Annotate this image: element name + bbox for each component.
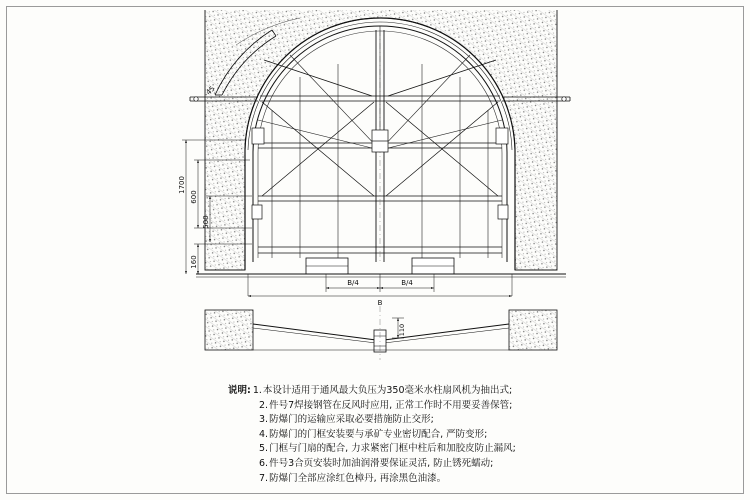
note-number: 6. — [259, 457, 269, 469]
note-text: 防爆门的运输应采取必要措施防止交形; — [269, 414, 434, 426]
note-number: 7. — [259, 472, 269, 484]
svg-text:110: 110 — [398, 323, 406, 337]
note-text: 防爆门全部应涂红色樟丹, 再涂黑色油漆。 — [269, 472, 447, 484]
note-number: 2. — [259, 399, 269, 411]
svg-text:500: 500 — [202, 215, 210, 229]
note-number: 5. — [259, 443, 269, 455]
svg-text:45: 45 — [204, 84, 217, 97]
note-number: 3. — [259, 414, 269, 426]
svg-text:1700: 1700 — [178, 176, 186, 194]
note-item — [228, 413, 658, 428]
note-number: 4. — [259, 428, 269, 440]
note-item — [228, 442, 658, 457]
note-text: 防爆门的门框安装要与承矿专业密切配合, 严防变形; — [269, 428, 488, 440]
note-text: 门框与门扇的配合, 力求紧密门框中柱后和加胶皮防止漏风; — [269, 443, 516, 455]
dimension-labels-horizontal — [347, 279, 413, 307]
svg-text:600: 600 — [190, 190, 198, 204]
note-item — [228, 428, 658, 443]
elevation-view — [178, 10, 570, 307]
note-item — [228, 457, 658, 472]
note-number: 1. — [252, 385, 262, 396]
svg-text:B: B — [377, 299, 383, 307]
svg-text:160: 160 — [190, 255, 198, 269]
center-lock-plate — [372, 130, 388, 152]
svg-text:B/4: B/4 — [401, 279, 413, 287]
floor-line — [196, 274, 566, 277]
note-text: 件号3合页安装时加油润滑要保证灵活, 防止锈死蠕动; — [269, 457, 494, 469]
plan-view — [205, 306, 557, 360]
note-item — [228, 399, 658, 414]
note-item — [228, 472, 658, 487]
note-item — [228, 384, 658, 399]
note-text: 本设计适用于通风最大负压为350毫米水柱扇风机为抽出式; — [262, 385, 513, 396]
notes-block — [228, 384, 658, 486]
dimension-horizontal-bottom — [248, 274, 512, 296]
note-text: 件号7焊接钢管在反风时应用, 正常工作时不用要妥善保管; — [269, 399, 513, 411]
svg-text:B/4: B/4 — [347, 279, 359, 287]
plan-center-frame — [374, 306, 386, 360]
notes-heading: 说明: — [228, 385, 251, 396]
